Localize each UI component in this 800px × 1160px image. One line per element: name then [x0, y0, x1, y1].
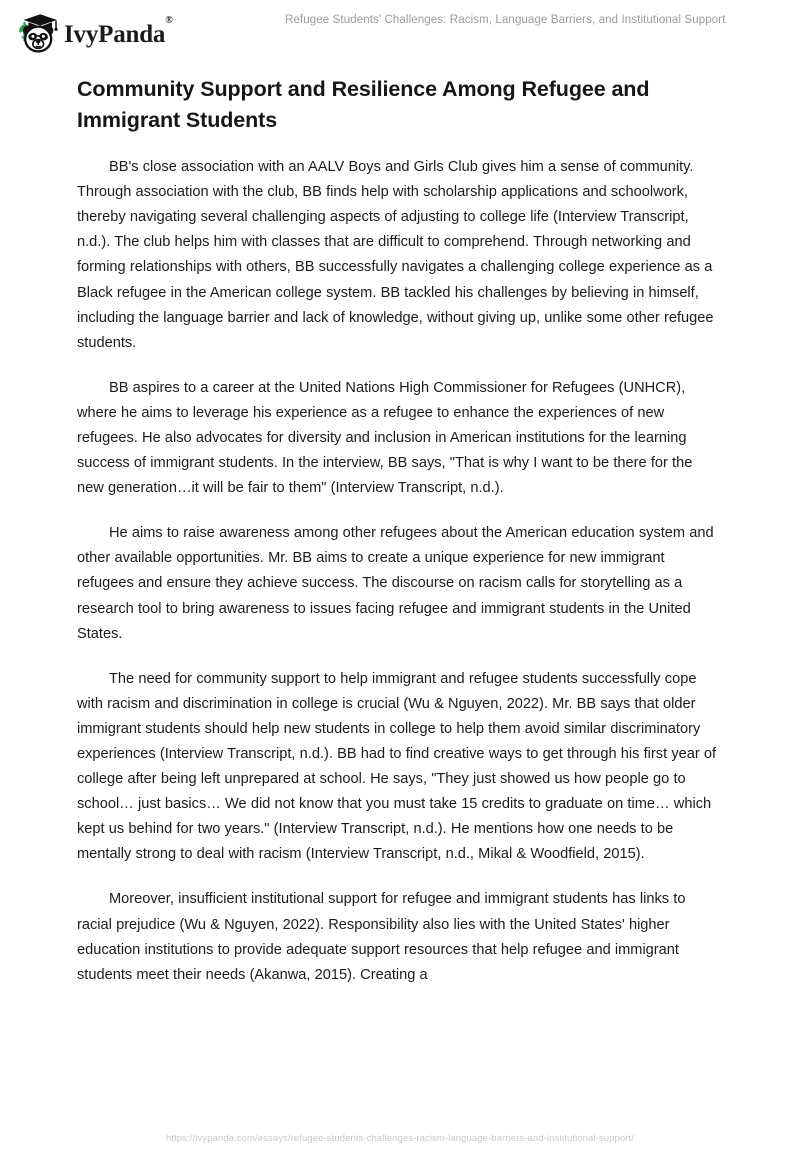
header-document-title: Refugee Students’ Challenges: Racism, Language Barriers, and Institutional Support	[285, 14, 726, 26]
document-body	[77, 74, 722, 1008]
page-header	[0, 0, 800, 62]
footer-source-url[interactable]: https://ivypanda.com/essays/refugee-students-challenges-racism-language-barriers-and-institutional-support/	[166, 1133, 634, 1144]
body-paragraph-5: Moreover, insufficient institutional support for refugee and immigrant students has links to racial prejudice (Wu & Nguyen, 2022). Responsibility also lies with the United States' higher education institutions to provide adequate support resources that help refugee and immigrant students meet their needs (Akanwa, 2015). Creating a	[77, 891, 686, 983]
brand-logo[interactable]	[14, 11, 173, 55]
body-paragraph-1: BB's close association with an AALV Boys and Girls Club gives him a sense of community. Through association with the club, BB finds help with scholarship applications and schoolwork, thereby navigating several challenging aspects of adjusting to college life (Interview Transcript, n.d.). The club helps him with classes that are difficult to comprehend. Through networking and forming relationships with others, BB successfully navigates a challenging college experience as a Black refugee in the American college system. BB tackled his challenges by believing in himself, including the language barrier and lack of knowledge, without giving up, unlike some other refugee students.	[77, 159, 714, 351]
page-footer	[0, 1128, 800, 1146]
registered-trademark-symbol: ®	[165, 15, 173, 27]
body-paragraph-2: BB aspires to a career at the United Nations High Commissioner for Refugees (UNHCR), where he aims to leverage his experience as a refugee to enhance the experiences of new refugees. He also advocates for diversity and inclusion in American institutions for the learning success of immigrant students. In the interview, BB says, "That is why I want to be there for the new generation…it will be fair to them" (Interview Transcript, n.d.).	[77, 379, 693, 497]
brand-wordmark	[64, 15, 173, 48]
body-paragraph-4: The need for community support to help immigrant and refugee students successfully cope with racism and discrimination in college is crucial (Wu & Nguyen, 2022). Mr. BB says that older immigrant students should help new students in college to help them avoid similar discriminatory experiences (Interview Transcript, n.d.). BB had to find creative ways to get through his first year of college after being left unprepared at school. He says, "They just showed us how people go to school… just basics… We did not know that you must take 15 credits to graduate on time… which kept us behind for two years." (Interview Transcript, n.d.). He mentions how one needs to be mentally strong to deal with racism (Interview Transcript, n.d., Mikal & Woodfield, 2015).	[77, 670, 717, 863]
page-title: Community Support and Resilience Among Refugee and Immigrant Students	[77, 77, 650, 132]
ivypanda-panda-graduation-cap-icon	[14, 11, 60, 55]
brand-name-text: IvyPanda	[64, 20, 166, 48]
body-paragraph-3: He aims to raise awareness among other refugees about the American education system and other available opportunities. Mr. BB aims to create a unique experience for new immigrant refugees and ensure they achieve success. The discourse on racism calls for storytelling as a research tool to bring awareness to issues facing refugee and immigrant students in the United States.	[77, 525, 714, 642]
